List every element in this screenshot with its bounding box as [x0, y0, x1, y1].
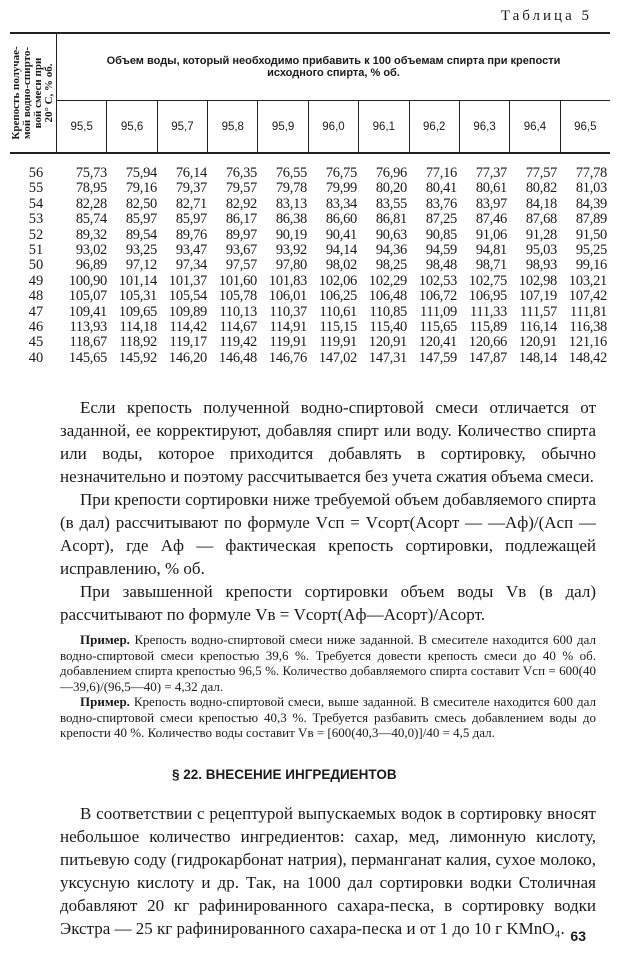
row-strength-cell: 56	[28, 165, 44, 181]
table-cell: 98,93	[525, 257, 557, 274]
table-cell: 111,81	[570, 303, 607, 320]
table-cell: 94,81	[475, 242, 507, 259]
table-cell: 86,38	[275, 211, 307, 228]
table-cell: 106,01	[268, 288, 307, 305]
table-cell: 120,41	[418, 334, 457, 351]
row-strength-cell: 48	[28, 288, 44, 305]
table-cell: 87,68	[525, 211, 557, 228]
table-cell: 90,85	[425, 226, 457, 243]
table-cell: 114,42	[169, 319, 207, 336]
table-cell: 106,48	[368, 288, 407, 305]
row-strength-cell: 52	[28, 226, 44, 243]
table-cell: 86,17	[225, 211, 257, 228]
table-cell: 114,67	[219, 319, 257, 336]
table-cell: 94,36	[375, 242, 407, 259]
table-cell: 106,72	[418, 288, 457, 305]
table-cell: 145,92	[118, 349, 157, 366]
table-cell: 121,16	[568, 334, 607, 351]
table-body	[10, 154, 610, 366]
table-cell: 148,42	[568, 349, 607, 366]
row-strength-cell: 46	[28, 319, 44, 336]
table-cell: 80,82	[525, 180, 557, 197]
table-cell: 89,76	[175, 226, 207, 243]
table-cell: 83,34	[325, 195, 357, 212]
table-cell: 107,19	[518, 288, 557, 305]
example-paragraph	[60, 694, 596, 741]
paragraph: Если крепость полученной водно-спиртовой смеси отличается от заданной, ее корректируют, добавляя спирт или воду. Количество спирта или воды, которое приходится добавлять в сортировку, обычно незначительно и поэтому рассчитывается без учета сжатия объема смеси.	[60, 398, 596, 486]
table-cell: 97,34	[175, 257, 207, 274]
table-cell: 79,37	[175, 180, 207, 197]
column-header: 95,9	[257, 101, 307, 152]
table-cell: 79,57	[225, 180, 257, 197]
table-cell: 81,03	[575, 180, 607, 197]
table-row	[10, 289, 610, 304]
table-cell: 102,75	[468, 272, 507, 289]
table-cell: 77,37	[475, 165, 507, 181]
table-cell: 78,95	[75, 180, 107, 197]
table-cell: 109,41	[68, 303, 107, 320]
table-cell: 85,97	[125, 211, 157, 228]
column-headers	[57, 101, 610, 152]
row-strength-cell: 47	[28, 303, 44, 320]
row-strength-cell: 50	[28, 257, 44, 274]
table-cell: 110,13	[219, 303, 257, 320]
table-cell: 107,42	[568, 288, 607, 305]
table-row	[10, 228, 610, 243]
paragraph: В соответствии с рецептурой выпускаемых водок в сортировку вносят небольшое количество ингредиентов: сахар, мед, лимонную кислоту, питьевую соду (гидрокарбонат натрия), перманганат калия, сухое молоко, уксусную кислоту и др. Так, на 1000 дал сортировки водки Столичная добавляют 20 кг рафинированного сахара-песка, в сортировку водки Экстра — 25 кг рафинированного сахара-песка и от 1 до 10 г KMnO₄.	[60, 803, 596, 938]
table-cell: 76,55	[275, 165, 307, 181]
table-cell: 82,28	[75, 195, 107, 212]
table-cell: 82,71	[175, 195, 207, 212]
section-heading: § 22. ВНЕСЕНИЕ ИНГРЕДИЕНТОВ	[172, 766, 397, 782]
table-cell: 119,91	[319, 334, 357, 351]
table-row	[10, 258, 610, 273]
table-cell: 111,33	[470, 303, 507, 320]
table-row	[10, 243, 610, 258]
table-cell: 97,12	[125, 257, 157, 274]
table-title: Объем воды, который необходимо прибавить к 100 объемам спирта при крепости исходного спирта, % об.	[57, 34, 610, 101]
table-cell: 109,89	[168, 303, 207, 320]
column-header: 95,6	[106, 101, 156, 152]
row-strength-cell: 51	[28, 242, 44, 259]
table-cell: 105,78	[218, 288, 257, 305]
table-cell: 76,35	[225, 165, 257, 181]
row-header-cell	[10, 34, 57, 152]
table-cell: 147,02	[318, 349, 357, 366]
table-cell: 80,20	[375, 180, 407, 197]
table-cell: 82,50	[125, 195, 157, 212]
table-cell: 75,73	[75, 165, 107, 181]
table-cell: 93,47	[175, 242, 207, 259]
table-cell: 115,40	[369, 319, 407, 336]
table-cell: 116,38	[569, 319, 607, 336]
table-cell: 83,76	[425, 195, 457, 212]
table-cell: 93,02	[75, 242, 107, 259]
table-cell: 103,21	[568, 272, 607, 289]
table-cell: 89,97	[225, 226, 257, 243]
table-cell: 87,46	[475, 211, 507, 228]
table-cell: 109,65	[118, 303, 157, 320]
table-cell: 84,39	[575, 195, 607, 212]
row-strength-cell: 40	[28, 349, 44, 366]
row-strength-cell: 54	[28, 195, 44, 212]
table-cell: 91,06	[475, 226, 507, 243]
row-header-label: Крепость получае- мой водно-спирто- вой смеси при 20° С, % об.	[10, 46, 55, 140]
table-cell: 83,97	[475, 195, 507, 212]
table-cell: 95,03	[525, 242, 557, 259]
table-row	[10, 166, 610, 181]
table-cell: 106,95	[468, 288, 507, 305]
table-cell: 98,02	[325, 257, 357, 274]
table-cell: 97,57	[225, 257, 257, 274]
table-cell: 110,61	[319, 303, 357, 320]
table-cell: 91,28	[525, 226, 557, 243]
table-cell: 115,89	[469, 319, 507, 336]
table-cell: 85,97	[175, 211, 207, 228]
table-cell: 94,14	[325, 242, 357, 259]
table-cell: 90,19	[275, 226, 307, 243]
table-cell: 111,57	[520, 303, 557, 320]
table-cell: 147,87	[468, 349, 507, 366]
row-strength-cell: 55	[28, 180, 44, 197]
table-cell: 83,55	[375, 195, 407, 212]
table-row	[10, 212, 610, 227]
table-cell: 98,48	[425, 257, 457, 274]
table-cell: 93,25	[125, 242, 157, 259]
table-cell: 76,96	[375, 165, 407, 181]
table-cell: 114,91	[269, 319, 307, 336]
paragraph: При завышенной крепости сортировки объем воды Vв (в дал) рассчитывают по формуле Vв = Vсорт(Aф—Aсорт)/Aсорт.	[60, 582, 596, 624]
table-cell: 116,14	[519, 319, 557, 336]
table-row	[10, 181, 610, 196]
data-table	[10, 32, 610, 366]
table-row	[10, 335, 610, 350]
paragraph: При крепости сортировки ниже требуемой объем добавляемого спирта (в дал) рассчитывают по формуле Vсп = Vсорт(Aсорт — —Aф)/(Aсп — Aсорт), где Aф — фактическая крепость сортировки, подлежащей исправлению, % об.	[60, 490, 596, 578]
column-header: 96,0	[308, 101, 358, 152]
table-cell: 101,37	[168, 272, 207, 289]
column-header: 96,2	[409, 101, 459, 152]
table-cell: 84,18	[525, 195, 557, 212]
table-cell: 77,78	[575, 165, 607, 181]
table-cell: 105,54	[168, 288, 207, 305]
table-cell: 106,25	[318, 288, 357, 305]
table-cell: 120,91	[368, 334, 407, 351]
column-header: 95,5	[70, 120, 93, 133]
table-cell: 79,99	[325, 180, 357, 197]
table-cell: 80,61	[475, 180, 507, 197]
table-cell: 82,92	[225, 195, 257, 212]
table-cell: 86,81	[375, 211, 407, 228]
table-cell: 98,71	[475, 257, 507, 274]
table-row	[10, 320, 610, 335]
column-header: 95,7	[157, 101, 207, 152]
table-cell: 100,90	[68, 272, 107, 289]
table-cell: 86,60	[325, 211, 357, 228]
row-strength-cell: 53	[28, 211, 44, 228]
table-cell: 102,53	[418, 272, 457, 289]
table-cell: 102,29	[368, 272, 407, 289]
table-cell: 145,65	[68, 349, 107, 366]
table-cell: 146,20	[168, 349, 207, 366]
table-cell: 102,98	[518, 272, 557, 289]
table-caption: Таблица 5	[500, 8, 592, 24]
table-cell: 148,14	[518, 349, 557, 366]
table-cell: 97,80	[275, 257, 307, 274]
table-cell: 95,25	[575, 242, 607, 259]
table-cell: 93,92	[275, 242, 307, 259]
table-cell: 147,59	[418, 349, 457, 366]
example-paragraph	[60, 632, 596, 694]
table-cell: 111,09	[420, 303, 457, 320]
table-cell: 147,31	[368, 349, 407, 366]
table-cell: 89,32	[75, 226, 107, 243]
column-header: 96,5	[560, 101, 610, 152]
table-header	[10, 34, 610, 152]
table-cell: 119,91	[269, 334, 307, 351]
table-cell: 119,42	[219, 334, 257, 351]
table-cell: 146,48	[218, 349, 257, 366]
table-cell: 101,60	[218, 272, 257, 289]
table-cell: 77,16	[425, 165, 457, 181]
table-cell: 101,83	[268, 272, 307, 289]
table-row	[10, 351, 610, 366]
example-text: Крепость водно-спиртовой смеси ниже заданной. В смесителе находится 600 дал водно-спиртовой смеси крепостью 39,6 %. Требуется довести крепость смеси до 40 % об. добавлением спирта крепостью 96,5 %. Количество добавляемого спирта составит Vсп = 600(40—39,6)/(96,5—40) = 4,32 дал.	[60, 632, 596, 694]
table-cell: 120,66	[468, 334, 507, 351]
table-cell: 101,14	[118, 272, 157, 289]
table-cell: 75,94	[125, 165, 157, 181]
table-row	[10, 305, 610, 320]
table-cell: 76,75	[325, 165, 357, 181]
table-cell: 120,91	[518, 334, 557, 351]
table-cell: 105,31	[118, 288, 157, 305]
table-row	[10, 197, 610, 212]
page-number: 63	[570, 928, 586, 944]
example-text: Крепость водно-спиртовой смеси, выше заданной. В смесителе находится 600 дал водно-спиртовой смеси крепостью 40,3 %. Требуется разбавить смесь добавлением воды до крепости 40 %. Количество воды составит Vв = [600(40,3—40,0)]/40 = 4,5 дал.	[60, 694, 596, 740]
column-header: 96,4	[509, 101, 559, 152]
column-header: 95,8	[207, 101, 257, 152]
table-cell: 79,16	[125, 180, 157, 197]
table-cell: 115,15	[319, 319, 357, 336]
table-cell: 76,14	[175, 165, 207, 181]
table-cell: 98,25	[375, 257, 407, 274]
table-cell: 87,25	[425, 211, 457, 228]
table-cell: 85,74	[75, 211, 107, 228]
table-cell: 87,89	[575, 211, 607, 228]
table-cell: 83,13	[275, 195, 307, 212]
table-cell: 115,65	[419, 319, 457, 336]
table-cell: 94,59	[425, 242, 457, 259]
table-cell: 90,63	[375, 226, 407, 243]
example-label: Пример.	[80, 694, 130, 709]
example-label: Пример.	[80, 632, 130, 647]
table-cell: 102,06	[318, 272, 357, 289]
table-cell: 146,76	[268, 349, 307, 366]
table-cell: 80,41	[425, 180, 457, 197]
table-row	[10, 274, 610, 289]
table-cell: 96,89	[75, 257, 107, 274]
table-cell: 105,07	[68, 288, 107, 305]
table-cell: 110,37	[269, 303, 307, 320]
table-cell: 110,85	[369, 303, 407, 320]
column-header: 96,3	[459, 101, 509, 152]
table-cell: 91,50	[575, 226, 607, 243]
table-cell: 114,18	[119, 319, 157, 336]
row-strength-cell: 49	[28, 272, 44, 289]
body-text	[60, 396, 596, 940]
column-header: 96,1	[358, 101, 408, 152]
table-cell: 79,78	[275, 180, 307, 197]
table-cell: 118,67	[69, 334, 107, 351]
table-cell: 119,17	[169, 334, 207, 351]
table-cell: 77,57	[525, 165, 557, 181]
row-strength-cell: 45	[28, 334, 44, 351]
table-cell: 99,16	[575, 257, 607, 274]
table-cell: 93,67	[225, 242, 257, 259]
table-cell: 118,92	[119, 334, 157, 351]
table-cell: 90,41	[325, 226, 357, 243]
table-cell: 89,54	[125, 226, 157, 243]
table-cell: 113,93	[69, 319, 107, 336]
